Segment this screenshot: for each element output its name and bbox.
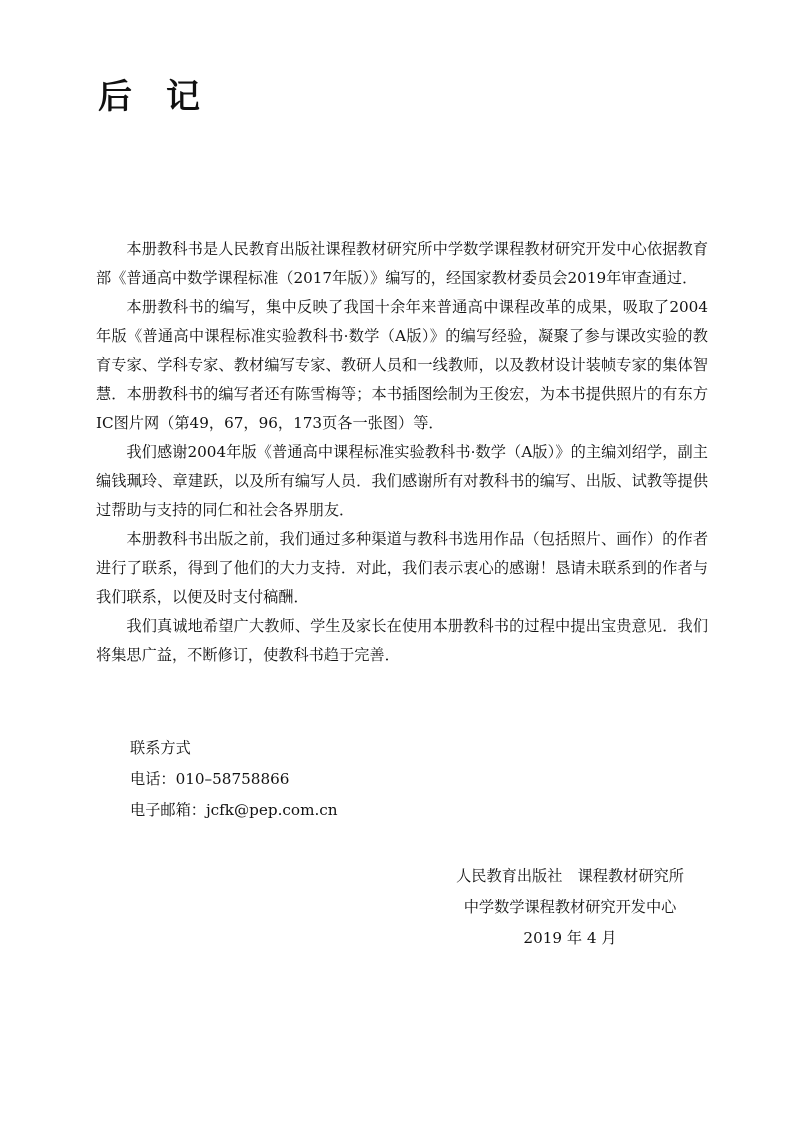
- contact-phone: 电话：010–58758866: [130, 770, 290, 788]
- contact-email: 电子邮箱：jcfk@pep.com.cn: [130, 801, 338, 819]
- signature-block: [440, 861, 700, 954]
- paragraph-4: 本册教科书出版之前，我们通过多种渠道与教科书选用作品（包括照片、画作）的作者进行了联系，得到了他们的大力支持．对此，我们表示衷心的感谢！恳请未联系到的作者与我们联系，以便及时支付稿酬．: [96, 530, 708, 606]
- body-text: [96, 235, 708, 670]
- contact-info: [130, 733, 338, 826]
- contact-heading: 联系方式: [130, 739, 191, 757]
- paragraph-1: 本册教科书是人民教育出版社课程教材研究所中学数学课程教材研究开发中心依据教育部《普通高中数学课程标准（2017年版）》编写的，经国家教材委员会2019年审查通过．: [96, 240, 708, 287]
- paragraph-5: 我们真诚地希望广大教师、学生及家长在使用本册教科书的过程中提出宝贵意见．我们将集思广益，不断修订，使教科书趋于完善．: [96, 617, 708, 664]
- signature-publisher: 人民教育出版社 课程教材研究所: [456, 867, 684, 885]
- paragraph-3: 我们感谢2004年版《普通高中课程标准实验教科书·数学（A版）》的主编刘绍学，副主编钱珮玲、章建跃，以及所有编写人员．我们感谢所有对教科书的编写、出版、试教等提供过帮助与支持的同仁和社会各界朋友．: [96, 443, 708, 519]
- page-title: 后记: [98, 77, 234, 117]
- paragraph-2: 本册教科书的编写，集中反映了我国十余年来普通高中课程改革的成果，吸取了2004年版《普通高中课程标准实验教科书·数学（A版）》的编写经验，凝聚了参与课改实验的教育专家、学科专家、教材编写专家、教研人员和一线教师，以及教材设计装帧专家的集体智慧．本册教科书的编写者还有陈雪梅等；本书插图绘制为王俊宏，为本书提供照片的有东方IC图片网（第49，67，96，173页各一张图）等．: [96, 298, 708, 432]
- signature-center: 中学数学课程教材研究开发中心: [463, 898, 677, 916]
- signature-date: 2019 年 4 月: [523, 929, 617, 947]
